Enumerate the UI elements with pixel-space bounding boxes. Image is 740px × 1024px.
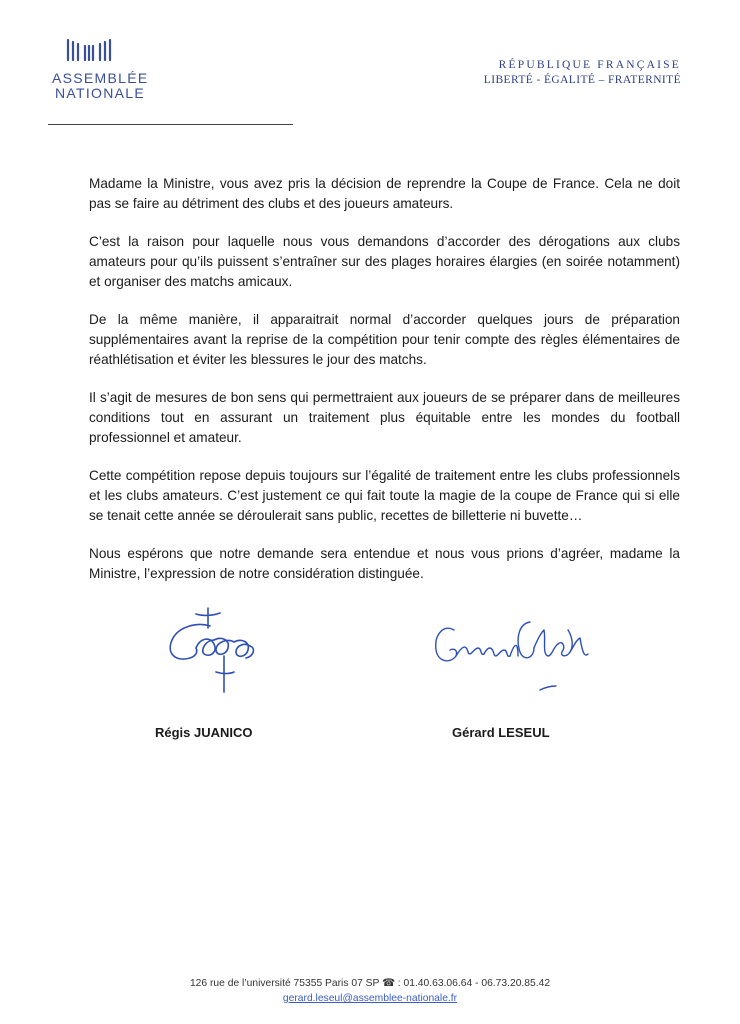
- letter-body: [89, 174, 680, 602]
- signature-leseul-image: [420, 600, 640, 710]
- header-divider: [48, 124, 293, 125]
- paragraph: Madame la Ministre, vous avez pris la décision de reprendre la Coupe de France. Cela ne doit pas se faire au détriment des clubs et des joueurs amateurs.: [89, 176, 680, 211]
- footer-address: 126 rue de l’université 75355 Paris 07 SP ☎ : 01.40.63.06.64 - 06.73.20.85.42: [189, 978, 551, 989]
- signatory-name-left: Régis JUANICO: [155, 725, 253, 740]
- signatory-name-right: Gérard LESEUL: [452, 725, 550, 740]
- signature-leseul: [420, 600, 640, 710]
- logo-line-1: ASSEMBLÉE: [52, 70, 149, 86]
- signature-leseul-text: Gérard Leseul: [420, 600, 427, 601]
- paragraph: Nous espérons que notre demande sera entendue et nous vous prions d’agréer, madame la Ministre, l’expression de notre considération distinguée.: [89, 546, 680, 581]
- republique-francaise: RÉPUBLIQUE FRANÇAISE: [498, 59, 681, 71]
- logo-hemicycle-icon: [64, 36, 134, 66]
- assemblee-nationale-logo: [48, 20, 148, 100]
- signature-juanico: [130, 600, 350, 710]
- footer: [0, 976, 740, 1006]
- paragraph: C’est la raison pour laquelle nous vous demandons d’accorder des dérogations aux clubs amateurs pour qu’ils puissent s’entraîner sur des plages horaires élargies (en soirée notamment) et organiser des matchs amicaux.: [89, 234, 680, 289]
- paragraph: De la même manière, il apparaitrait normal d’accorder quelques jours de préparation supplémentaires avant la reprise de la compétition pour tenir compte des règles élémentaires de réathlétisation et éviter les blessures le jour des matchs.: [89, 312, 680, 367]
- footer-email-link[interactable]: gerard.leseul@assemblee-nationale.fr: [282, 993, 458, 1004]
- republique-motto: [484, 58, 681, 88]
- paragraph: Il s’agit de mesures de bon sens qui permettraient aux joueurs de se préparer dans de meilleures conditions tout en assurant un traitement plus équitable entre les mondes du football professionnel et amateur.: [89, 390, 680, 445]
- logo-line-2: NATIONALE: [54, 85, 145, 101]
- signature-juanico-image: [130, 600, 350, 710]
- paragraph: Cette compétition repose depuis toujours sur l’égalité de traitement entre les clubs professionnels et les clubs amateurs. C’est justement ce qui fait toute la magie de la coupe de France qui si elle se tenait cette année se déroulerait sans public, recettes de billetterie ni buvette…: [89, 468, 680, 523]
- devise: LIBERTÉ - ÉGALITÉ – FRATERNITÉ: [483, 74, 681, 86]
- logo-text: [52, 71, 148, 101]
